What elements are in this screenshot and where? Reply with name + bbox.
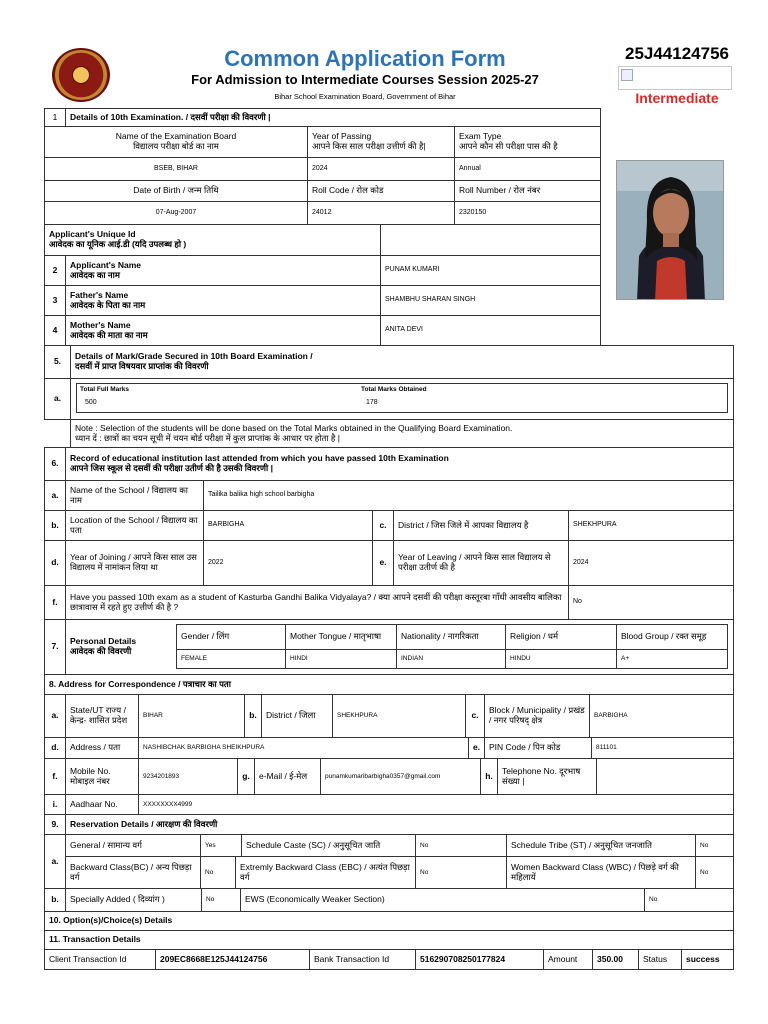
section-4-number: 4 — [44, 315, 66, 346]
status-value: success — [681, 949, 734, 970]
roll-code-label: Roll Code / रोल कोड — [307, 180, 455, 202]
ews-label: EWS (Economically Weaker Section) — [240, 888, 645, 912]
school-name-label: Name of the School / विद्यालय का नाम — [65, 480, 204, 511]
year-of-passing-value: 2024 — [307, 157, 455, 181]
bseb-emblem-logo — [52, 48, 110, 102]
pin-code-value: 811101 — [591, 737, 734, 759]
dob-label: Date of Birth / जन्म तिथि — [44, 180, 308, 202]
kgbv-value: No — [568, 585, 734, 620]
section-6a-letter: a. — [44, 480, 66, 511]
broken-image-placeholder — [618, 66, 732, 90]
unique-id-label: Applicant's Unique Id आवेदक का यूनिक आई.डी (यदि उपलब्ध हो ) — [44, 224, 381, 256]
section-9-number: 9. — [44, 814, 66, 835]
ews-value: No — [644, 888, 734, 912]
section-6b-letter: b. — [44, 510, 66, 541]
section-6e-letter: e. — [372, 540, 394, 586]
dob-value: 07-Aug-2007 — [44, 201, 308, 225]
year-of-joining-label: Year of Joining / आपने किस साल उस विद्यालय में नामांकन लिया था — [65, 540, 204, 586]
st-label: Schedule Tribe (ST) / अनुसूचित जनजाति — [506, 834, 696, 857]
section-9b-letter: b. — [44, 888, 66, 912]
section-8a-letter: a. — [44, 694, 66, 738]
roll-number-value: 2320150 — [454, 201, 601, 225]
section-3-number: 3 — [44, 285, 66, 316]
year-of-leaving-label: Year of Leaving / आपने किस साल विद्यालय से परीक्षा उतीर्ण की है — [393, 540, 569, 586]
mother-name-value: ANITA DEVI — [380, 315, 601, 346]
section-11-heading: 11. Transaction Details — [44, 930, 734, 950]
school-district-label: District / जिस जिले में आपका विद्यालय है — [393, 510, 569, 541]
amount-value: 350.00 — [592, 949, 639, 970]
specially-added-value: No — [201, 888, 241, 912]
specially-added-label: Specially Added ( दिव्यांग ) — [65, 888, 202, 912]
section-8c-letter: c. — [465, 694, 485, 738]
address-label: Address / पता — [65, 737, 139, 759]
father-name-value: SHAMBHU SHARAN SINGH — [380, 285, 601, 316]
father-name-label: Father's Name आवेदक के पिता का नाम — [65, 285, 381, 316]
mother-tongue-value: HINDI — [285, 649, 397, 669]
block-value: BARBIGHA — [589, 694, 734, 738]
applicant-photo — [616, 160, 724, 300]
bank-transaction-value: 516290708250177824 — [415, 949, 544, 970]
unique-id-value — [380, 224, 601, 256]
roll-number-label: Roll Number / रोल नंबर — [454, 180, 601, 202]
email-value: punamkumaribarbigha0357@gmail.com — [320, 758, 481, 795]
full-marks-value: 500 — [85, 399, 97, 406]
application-number: 25J44124756 — [624, 44, 729, 63]
section-6d-letter: d. — [44, 540, 66, 586]
gender-label: Gender / लिंग — [176, 624, 286, 650]
section-6c-letter: c. — [372, 510, 394, 541]
bank-transaction-label: Bank Transaction Id — [309, 949, 416, 970]
pin-code-label: PIN Code / पिन कोड — [484, 737, 592, 759]
gender-value: FEMALE — [176, 649, 286, 669]
amount-label: Amount — [543, 949, 593, 970]
applicant-name-value: PUNAM KUMARI — [380, 255, 601, 286]
board-name: Bihar School Examination Board, Government of Bihar — [274, 92, 456, 101]
telephone-value — [596, 758, 734, 795]
sc-label: Schedule Caste (SC) / अनुसूचित जाति — [241, 834, 416, 857]
ebc-label: Extremly Backward Class (EBC) / अत्यंत पिछड़ा वर्ग — [235, 856, 416, 889]
general-label: General / सामान्य वर्ग — [65, 834, 201, 857]
broken-image-icon — [621, 69, 633, 81]
applicant-photo-image — [617, 161, 724, 300]
bc-label: Backward Class(BC) / अन्य पिछड़ा वर्ग — [65, 856, 201, 889]
school-location-label: Location of the School / विद्यालय का पता — [65, 510, 204, 541]
state-label: State/UT राज्य / केन्द्र- शासित प्रदेश — [65, 694, 139, 738]
applicant-name-label: Applicant's Name आवेदक का नाम — [65, 255, 381, 286]
wbc-label: Women Backward Class (WBC) / पिछड़े वर्ग की महिलायें — [506, 856, 696, 889]
year-of-joining-value: 2022 — [203, 540, 373, 586]
form-header — [0, 0, 768, 108]
email-label: e-Mail / ई-मेल — [254, 758, 321, 795]
section-9-heading: Reservation Details / आरक्षण की विवरणी — [65, 814, 734, 835]
sc-value: No — [415, 834, 507, 857]
nationality-value: INDIAN — [396, 649, 506, 669]
general-value: Yes — [200, 834, 242, 857]
exam-type-label: Exam Type आपने कौन सी परीक्षा पास की है — [454, 126, 601, 158]
mobile-label: Mobile No. मोबाइल नंबर — [65, 758, 139, 795]
section-8d-letter: d. — [44, 737, 66, 759]
selection-note: Note : Selection of the students will be done based on the Total Marks obtained in the Qualifying Board Examination. ध्यान दें : छात्रों का चयन सूची में चयन बोर्ड परीक्षा में कुल प्राप्तांक के आधार पर होता है | — [70, 419, 734, 448]
block-label: Block / Municipality / प्रखंड / नगर परिषद् क्षेत्र — [484, 694, 590, 738]
aadhaar-label: Aadhaar No. — [65, 794, 139, 815]
section-5a-letter: a. — [44, 378, 71, 420]
year-of-passing-label: Year of Passing आपने किस साल परीक्षा उत्तीर्ण की है| — [307, 126, 455, 158]
section-5-heading: Details of Mark/Grade Secured in 10th Board Examination / दसवीं में प्राप्त विषयवार प्राप्तांक की विवरणी — [70, 345, 734, 379]
full-marks-label: Total Full Marks — [80, 386, 129, 393]
section-1-heading: Details of 10th Examination. / दसवीं परीक्षा की विवरणी | — [65, 108, 601, 127]
wbc-value: No — [695, 856, 734, 889]
section-2-number: 2 — [44, 255, 66, 286]
section-6-number: 6. — [44, 447, 66, 481]
status-label: Status — [638, 949, 682, 970]
mother-tongue-label: Mother Tongue / मातृभाषा — [285, 624, 397, 650]
section-6-heading: Record of educational institution last attended from which you have passed 10th Examination आपने जिस स्कूल से दसवीं की परीक्षा उतीर्ण की है उसकी विवरणी | — [65, 447, 734, 481]
exam-type-value: Annual — [454, 157, 601, 181]
section-8h-letter: h. — [480, 758, 498, 795]
religion-value: HINDU — [505, 649, 617, 669]
district-value: SHEKHPURA — [332, 694, 466, 738]
school-district-value: SHEKHPURA — [568, 510, 734, 541]
form-subtitle: For Admission to Intermediate Courses Session 2025-27 — [191, 72, 539, 87]
section-8e-letter: e. — [468, 737, 485, 759]
marks-box — [76, 383, 728, 413]
school-location-value: BARBIGHA — [203, 510, 373, 541]
section-10-heading: 10. Option(s)/Choice(s) Details — [44, 911, 734, 931]
section-8i-letter: i. — [44, 794, 66, 815]
nationality-label: Nationality / नागरिकता — [396, 624, 506, 650]
mother-name-label: Mother's Name आवेदक की माता का नाम — [65, 315, 381, 346]
religion-label: Religion / धर्म — [505, 624, 617, 650]
client-transaction-label: Client Transaction Id — [44, 949, 156, 970]
section-1-number: 1 — [44, 108, 66, 127]
section-6f-letter: f. — [44, 585, 66, 620]
blood-group-value: A+ — [616, 649, 728, 669]
district-label: District / जिला — [261, 694, 333, 738]
aadhaar-value: XXXXXXXX4999 — [138, 794, 734, 815]
section-5-number: 5. — [44, 345, 71, 379]
blood-group-label: Blood Group / रक्त समूह — [616, 624, 728, 650]
school-name-value: Tailika balika high school barbigha — [203, 480, 734, 511]
section-8f-letter: f. — [44, 758, 66, 795]
personal-details-container: Personal Details आवेदक की विवरणी — [65, 619, 734, 675]
board-name-value: BSEB, BIHAR — [44, 157, 308, 181]
section-9a-letter: a. — [44, 834, 66, 889]
state-value: BIHAR — [138, 694, 245, 738]
board-name-label: Name of the Examination Board विद्यालय परीक्षा बोर्ड का नाम — [44, 126, 308, 158]
form-title: Common Application Form — [224, 46, 506, 71]
section-8b-letter: b. — [244, 694, 262, 738]
ebc-value: No — [415, 856, 507, 889]
marks-obtained-value: 178 — [366, 399, 378, 406]
kgbv-question-label: Have you passed 10th exam as a student of Kasturba Gandhi Balika Vidyalaya? / क्या आपने दसवीं की परीक्षा कस्तूरबा गाँधी आवसीय बालिका छात्रावास में रहते हुए उत्तीर्ण की है ? — [65, 585, 569, 620]
mobile-value: 9234201893 — [138, 758, 238, 795]
stream-label: Intermediate — [635, 90, 719, 106]
roll-code-value: 24012 — [307, 201, 455, 225]
section-8-heading: 8. Address for Correspondence / पत्राचार का पता — [44, 674, 734, 695]
client-transaction-value: 209EC8668E125J44124756 — [155, 949, 310, 970]
st-value: No — [695, 834, 734, 857]
marks-obtained-label: Total Marks Obtained — [361, 386, 427, 393]
section-7-number: 7. — [44, 619, 66, 675]
telephone-label: Telephone No. दूरभाष संख्या | — [497, 758, 597, 795]
section-8g-letter: g. — [237, 758, 255, 795]
bc-value: No — [200, 856, 236, 889]
year-of-leaving-value: 2024 — [568, 540, 734, 586]
address-value: NASHIBCHAK BARBIGHA SHEIKHPURA — [138, 737, 469, 759]
